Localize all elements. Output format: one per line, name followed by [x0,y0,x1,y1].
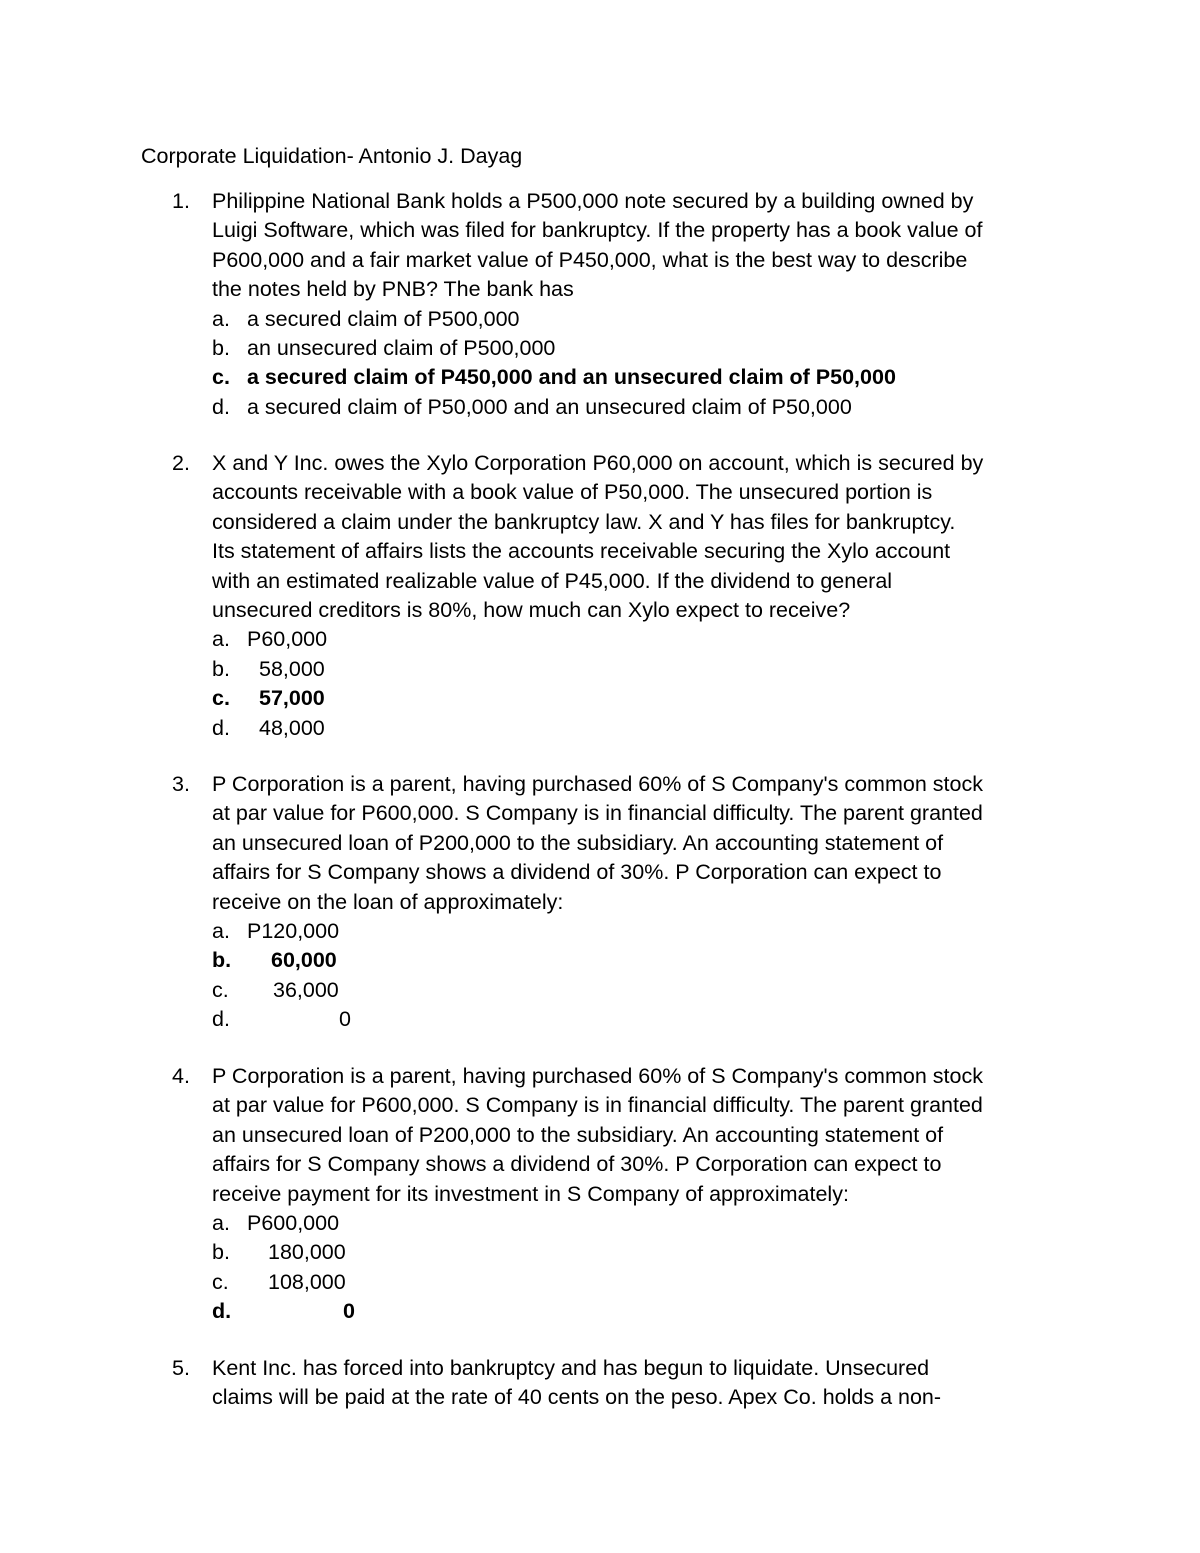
question-line: receive payment for its investment in S Company of approximately: [212,1181,849,1206]
option-text: 0 [343,1299,355,1324]
question-text [212,770,1072,1035]
option-b [212,1238,1072,1267]
question-line: Luigi Software, which was filed for bankruptcy. If the property has a book value of [212,218,983,243]
option-letter: d. [212,1299,232,1324]
question-line: Its statement of affairs lists the accounts receivable securing the Xylo account [212,539,951,564]
question-line: affairs for S Company shows a dividend of 30%. P Corporation can expect to [212,1152,942,1177]
option-letter: c. [212,686,230,711]
question-number: 3. [172,772,190,796]
question-2 [0,449,1200,743]
option-d [212,1005,1072,1034]
option-text: 57,000 [259,686,325,711]
question-line: unsecured creditors is 80%, how much can Xylo expect to receive? [212,598,851,623]
option-a [212,1209,1072,1238]
question-text [212,449,1072,743]
question-line: P600,000 and a fair market value of P450,000, what is the best way to describe [212,247,968,272]
option-c [212,976,1072,1005]
question-line: the notes held by PNB? The bank has [212,277,574,302]
option-d-answer [212,1297,1072,1326]
option-b-answer [212,946,1072,975]
option-letter: b. [212,1240,230,1265]
option-text: 180,000 [268,1240,346,1265]
question-text [212,1354,1072,1413]
option-letter: b. [212,656,230,681]
question-line: an unsecured loan of P200,000 to the subsidiary. An accounting statement of [212,1122,944,1147]
question-line: claims will be paid at the rate of 40 cents on the peso. Apex Co. holds a non- [212,1385,942,1410]
option-b [212,334,1072,363]
option-d [212,714,1072,743]
option-b [212,655,1072,684]
option-letter: c. [212,977,229,1002]
question-text [212,1062,1072,1327]
option-text: P120,000 [247,919,340,944]
option-text: a secured claim of P50,000 and an unsecured claim of P50,000 [247,394,852,419]
option-letter: a. [212,1211,230,1236]
question-line: receive on the loan of approximately: [212,889,564,914]
option-letter: c. [212,1269,229,1294]
question-line: considered a claim under the bankruptcy law. X and Y has files for bankruptcy. [212,509,956,534]
option-letter: b. [212,948,232,973]
option-text: a secured claim of P500,000 [247,306,520,331]
question-4 [0,1062,1200,1327]
option-d [212,393,1072,422]
option-a [212,917,1072,946]
question-line: accounts receivable with a book value of P50,000. The unsecured portion is [212,480,933,505]
option-text: 0 [339,1007,351,1032]
question-line: X and Y Inc. owes the Xylo Corporation P60,000 on account, which is secured by [212,451,984,475]
question-1 [0,187,1200,422]
option-c-answer [212,684,1072,713]
question-number: 5. [172,1356,190,1380]
option-text: P60,000 [247,627,328,652]
question-line: Philippine National Bank holds a P500,000 note secured by a building owned by [212,189,974,213]
option-letter: d. [212,1007,230,1032]
option-letter: b. [212,336,230,361]
question-number: 2. [172,451,190,475]
question-text [212,187,1072,422]
option-letter: a. [212,306,230,331]
question-line: affairs for S Company shows a dividend of 30%. P Corporation can expect to [212,860,942,885]
option-c-answer [212,363,1072,392]
option-a [212,305,1072,334]
question-line: P Corporation is a parent, having purchased 60% of S Company's common stock [212,1064,983,1088]
option-letter: a. [212,627,230,652]
question-line: Kent Inc. has forced into bankruptcy and has begun to liquidate. Unsecured [212,1356,930,1380]
question-5 [0,1354,1200,1413]
option-a [212,625,1072,654]
option-text: 36,000 [273,977,339,1002]
option-text: 108,000 [268,1269,346,1294]
option-text: 48,000 [259,715,325,740]
option-letter: a. [212,919,230,944]
option-text: a secured claim of P450,000 and an unsecured claim of P50,000 [247,365,896,390]
question-line: at par value for P600,000. S Company is in financial difficulty. The parent granted [212,1093,983,1118]
question-line: P Corporation is a parent, having purchased 60% of S Company's common stock [212,772,983,796]
option-text: 58,000 [259,656,325,681]
option-c [212,1268,1072,1297]
option-text: P600,000 [247,1211,340,1236]
question-number: 1. [172,189,190,213]
question-line: with an estimated realizable value of P45,000. If the dividend to general [212,568,893,593]
option-letter: d. [212,715,230,740]
question-line: an unsecured loan of P200,000 to the subsidiary. An accounting statement of [212,830,944,855]
question-line: at par value for P600,000. S Company is in financial difficulty. The parent granted [212,801,983,826]
option-letter: c. [212,365,230,390]
option-text: an unsecured claim of P500,000 [247,336,556,361]
option-text: 60,000 [271,948,337,973]
document-title: Corporate Liquidation- Antonio J. Dayag [141,144,523,168]
question-number: 4. [172,1064,190,1088]
option-letter: d. [212,394,230,419]
question-3 [0,770,1200,1035]
